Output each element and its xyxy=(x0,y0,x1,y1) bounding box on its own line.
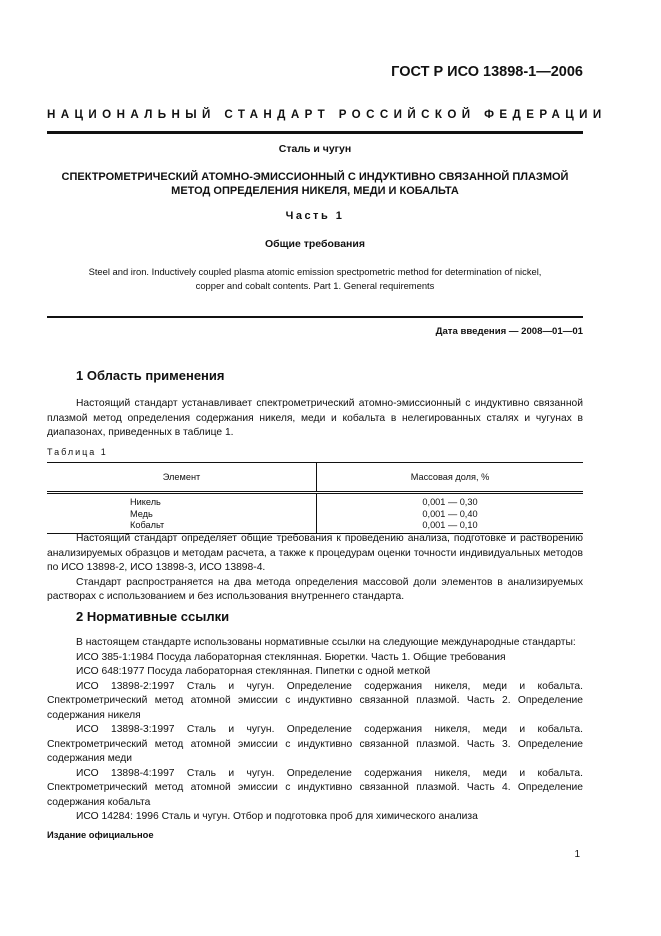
date-of-introduction: Дата введения — 2008—01—01 xyxy=(435,326,583,337)
reference-item: ИСО 648:1977 Посуда лабораторная стеклянная. Пипетки с одной меткой xyxy=(76,666,431,677)
document-title-line1: СПЕКТРОМЕТРИЧЕСКИЙ АТОМНО-ЭМИССИОННЫЙ С ИНДУКТИВНО СВЯЗАННОЙ ПЛАЗМОЙ xyxy=(61,171,569,183)
official-edition-label: Издание официальное xyxy=(47,829,154,840)
reference-item: ИСО 14284: 1996 Сталь и чугун. Отбор и подготовка проб для химического анализа xyxy=(76,811,478,822)
table-header-element: Элемент xyxy=(47,463,317,493)
document-subject: Сталь и чугун xyxy=(278,143,352,155)
reference-item: ИСО 13898-4:1997 Сталь и чугун. Определение содержания никеля, меди и кобальта. Спектрометрический метод атомной эмиссии с индуктивно связанной плазмой. Часть 4. Определение содержания кобальта xyxy=(47,767,583,808)
table-cell-element: Кобальт xyxy=(47,520,317,533)
table-cell-range: 0,001 — 0,10 xyxy=(317,520,584,533)
document-designation: ГОСТ Р ИСО 13898-1—2006 xyxy=(391,64,583,80)
table-cell-range: 0,001 — 0,40 xyxy=(422,508,478,519)
table-row xyxy=(47,509,583,521)
english-title xyxy=(47,265,583,293)
reference-item: ИСО 13898-2:1997 Сталь и чугун. Определение содержания никеля, меди и кобальта. Спектрометрический метод атомной эмиссии с индуктивно связанной плазмой. Часть 2. Определение содержания никеля xyxy=(47,680,583,721)
page-number: 1 xyxy=(574,849,580,860)
section-1-para-1 xyxy=(47,397,583,441)
references-intro: В настоящем стандарте использованы нормативные ссылки на следующие международные стандарты: xyxy=(76,637,576,648)
normative-references xyxy=(47,636,583,825)
table-row xyxy=(47,493,583,509)
reference-item: ИСО 385-1:1984 Посуда лабораторная стеклянная. Бюретки. Часть 1. Общие требования xyxy=(76,651,506,663)
table-cell-element: Медь xyxy=(47,509,317,521)
english-title-line2: copper and cobalt contents. Part 1. General requirements xyxy=(195,280,435,291)
section-1-heading: 1 Область применения xyxy=(76,368,225,383)
header-divider xyxy=(47,131,583,134)
paragraph-text: Настоящий стандарт устанавливает спектрометрический атомно-эмиссионный с индуктивно связанной плазмой метод определения содержания никеля, меди и кобальта в нелегированных сталях и чугунах в диапазонах, приведенных в таблице 1. xyxy=(47,398,583,438)
ranges-table xyxy=(47,462,583,534)
section-1-para-2 xyxy=(47,532,583,605)
english-title-line1: Steel and iron. Inductively coupled plasma atomic emission spectpometric method for determination of nickel, xyxy=(88,266,542,277)
document-title-line2: МЕТОД ОПРЕДЕЛЕНИЯ НИКЕЛЯ, МЕДИ И КОБАЛЬТА xyxy=(171,185,459,197)
table-header-mass-fraction: Массовая доля, % xyxy=(317,463,584,493)
table-cell-range: 0,001 — 0,30 xyxy=(422,497,478,507)
table-cell-element: Никель xyxy=(47,493,317,509)
part-number: Часть 1 xyxy=(285,210,345,222)
section-2-heading: 2 Нормативные ссылки xyxy=(76,609,230,624)
paragraph-text: Стандарт распространяется на два метода определения массовой доли элементов в анализируемых растворах с использованием и без использования внутреннего стандарта. xyxy=(47,576,583,602)
title-divider xyxy=(47,316,583,318)
paragraph-text: Настоящий стандарт определяет общие требования к проведению анализа, подготовке и растворению анализируемых образцов и методам расчета, а также к процедурам оценки точности индивидуальных методов по ИСО 13898-2, ИСО 13898-3, ИСО 13898-4. xyxy=(47,533,583,573)
part-title: Общие требования xyxy=(265,238,365,250)
document-title xyxy=(47,170,583,198)
national-standard-banner: НАЦИОНАЛЬНЫЙ СТАНДАРТ РОССИЙСКОЙ ФЕДЕРАЦИИ xyxy=(47,108,607,121)
table-caption: Таблица 1 xyxy=(47,447,108,457)
reference-item: ИСО 13898-3:1997 Сталь и чугун. Определение содержания никеля, меди и кобальта. Спектрометрический метод атомной эмиссии с индуктивно связанной плазмой. Часть 3. Определение содержания меди xyxy=(47,724,583,764)
